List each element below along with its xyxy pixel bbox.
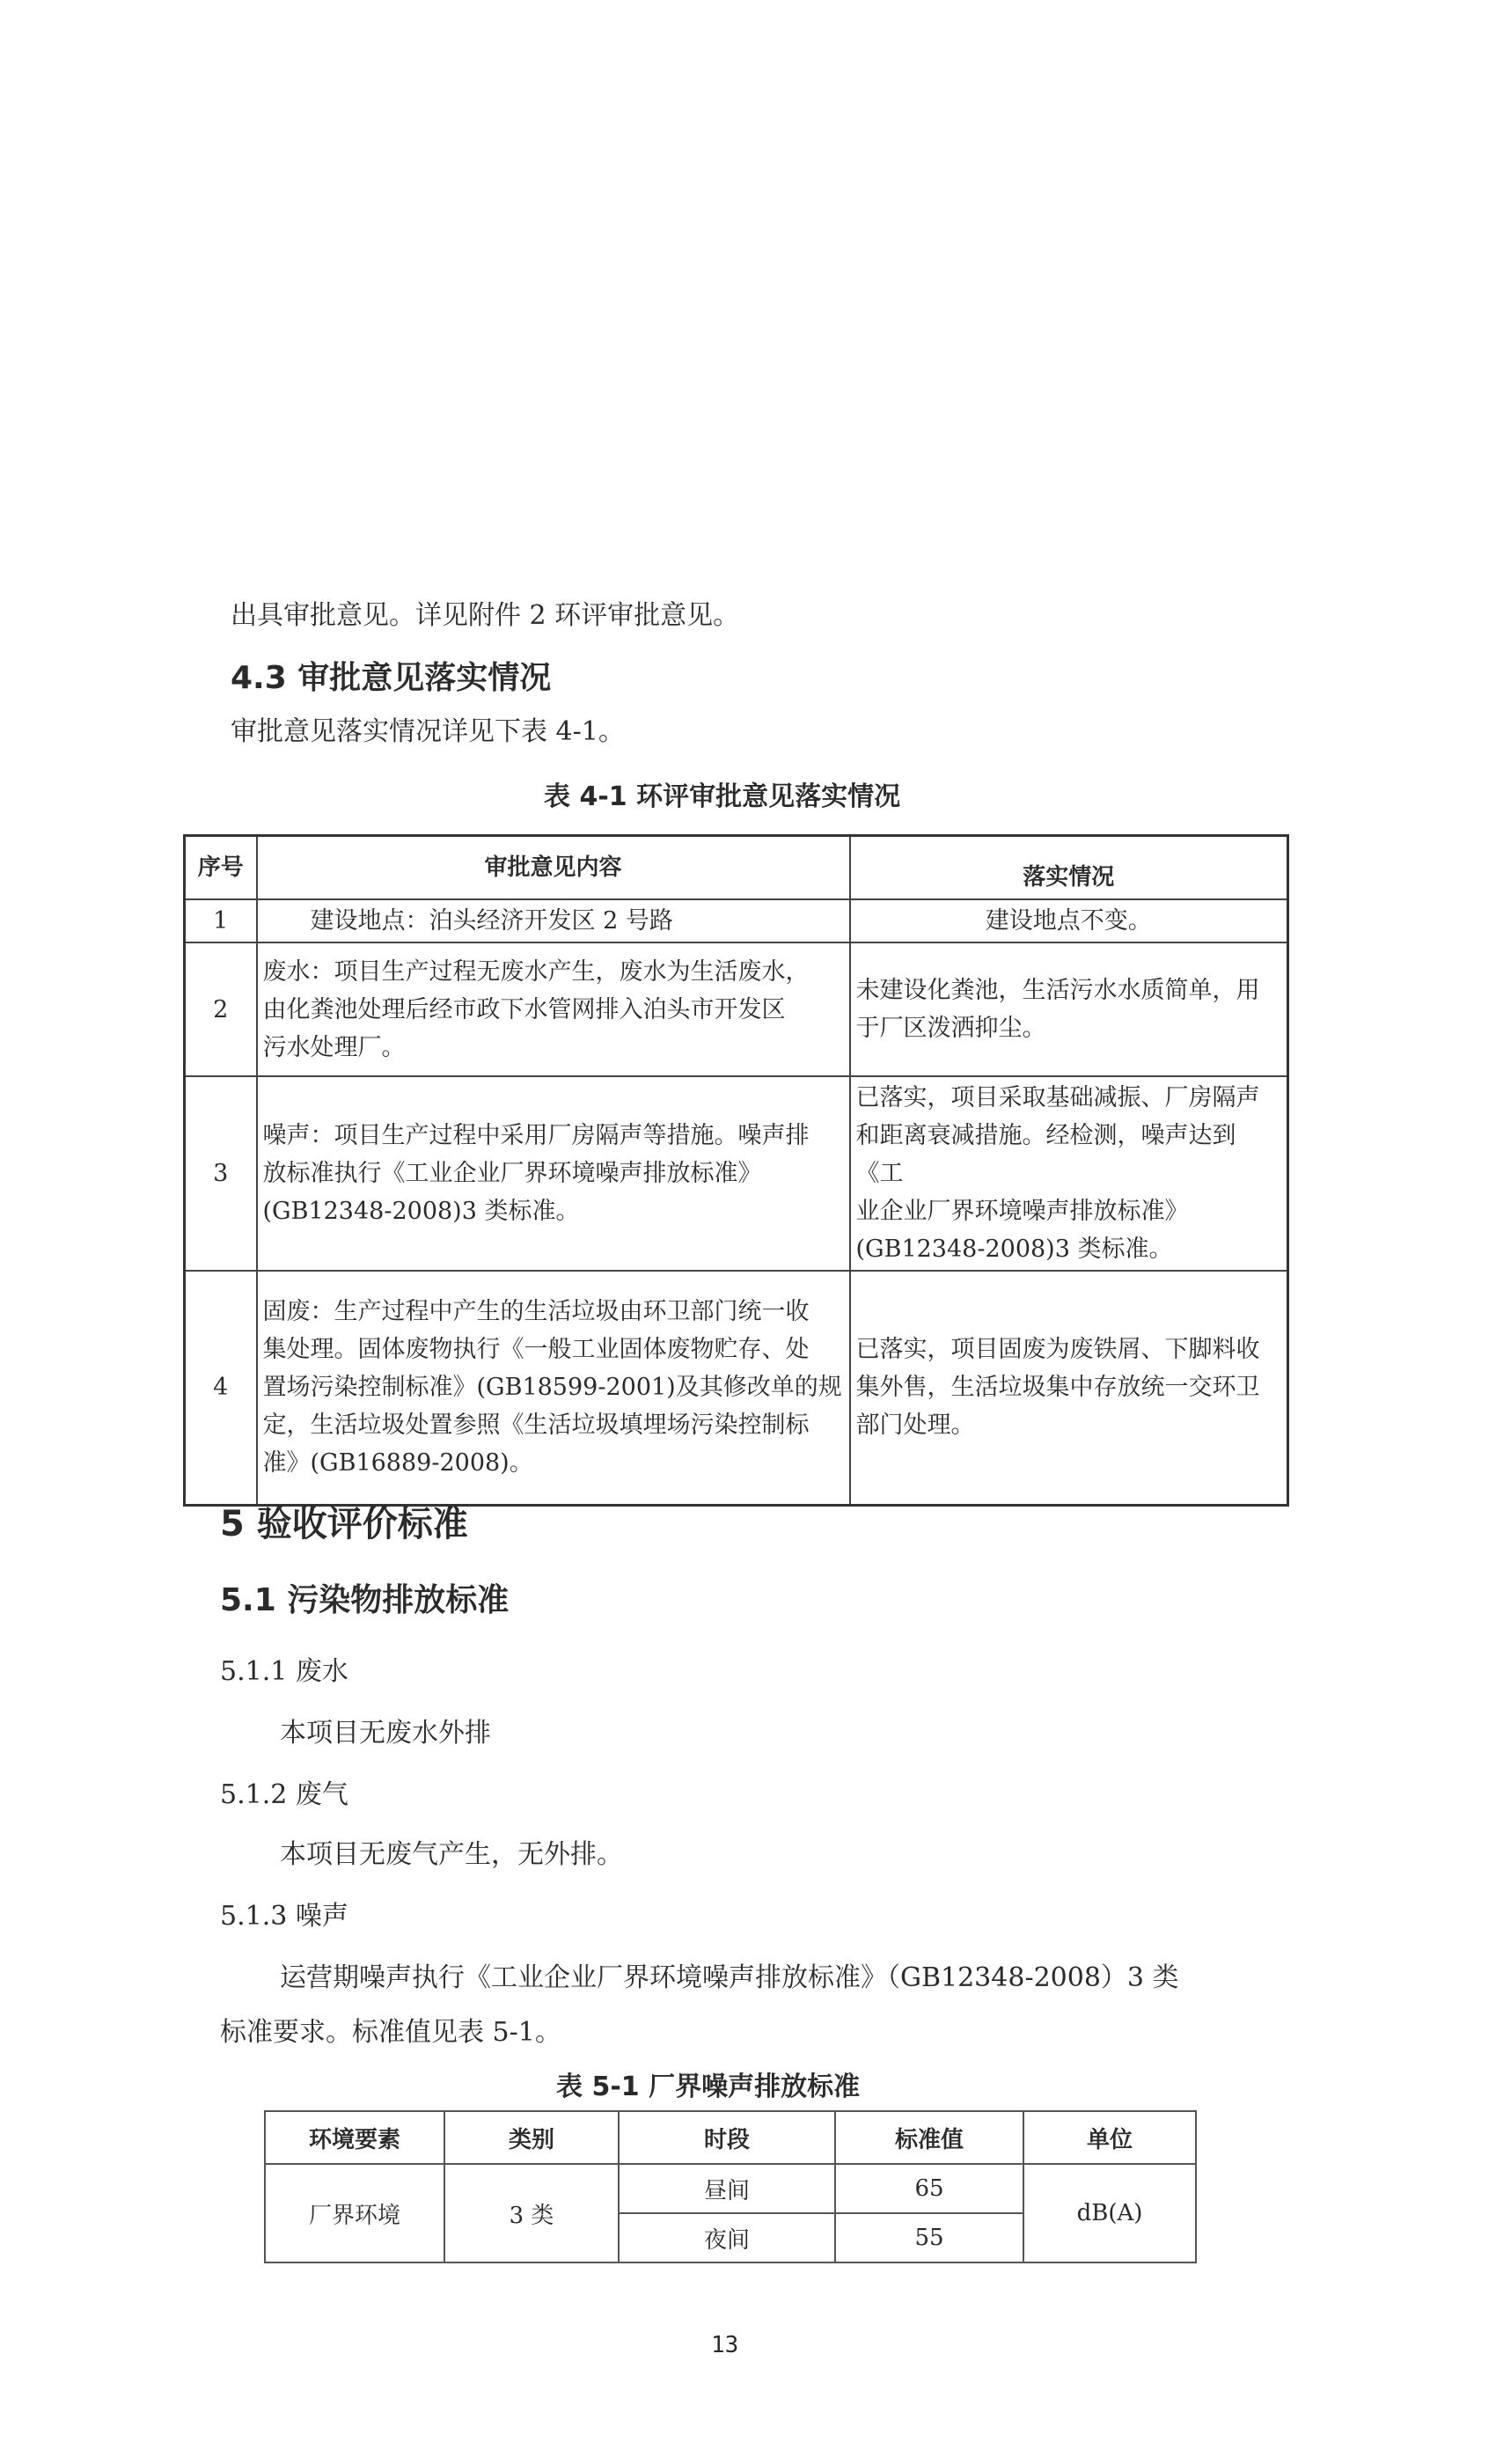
- opinion-cell: [257, 1076, 850, 1271]
- period-cell: 夜间: [619, 2213, 835, 2262]
- opinion-line: 固废：生产过程中产生的生活垃圾由环卫部门统一收: [262, 1298, 810, 1326]
- status-cell: [850, 942, 1288, 1076]
- noise-standard-table: [264, 2110, 1197, 2263]
- status-cell: [850, 899, 1288, 942]
- opinion-line: 集处理。固体废物执行《一般工业固体废物贮存、处: [262, 1336, 810, 1364]
- row-number: 4: [185, 1271, 257, 1505]
- section-5-1-2-body: 本项目无废气产生，无外排。: [280, 1839, 623, 1870]
- table-5-1-caption: 表 5-1 厂界噪声排放标准: [556, 2072, 861, 2102]
- category-cell: 3 类: [444, 2164, 619, 2262]
- status-line: 已落实，项目采取基础减振、厂房隔声: [855, 1084, 1260, 1111]
- opinion-line: 放标准执行《工业企业厂界环境噪声排放标准》: [262, 1160, 762, 1187]
- opinion-line: 置场污染控制标准》(GB18599-2001)及其修改单的规: [262, 1374, 842, 1402]
- table-row: [265, 2164, 1196, 2213]
- status-line: 建设地点不变。: [985, 907, 1152, 935]
- col-header-element: 环境要素: [265, 2111, 444, 2164]
- row-number: 2: [185, 942, 257, 1076]
- page-number: 13: [711, 2332, 739, 2358]
- status-line: 集外售，生活垃圾集中存放统一交环卫: [855, 1374, 1260, 1402]
- section-5-1-3-body-line2: 标准要求。标准值见表 5-1。: [220, 2017, 561, 2048]
- table-row: [185, 942, 1288, 1076]
- value-cell: 65: [835, 2164, 1023, 2213]
- section-5-heading: 5 验收评价标准: [220, 1504, 468, 1544]
- element-cell: 厂界环境: [265, 2164, 444, 2262]
- approval-implementation-table: [183, 834, 1289, 1507]
- status-line: 于厂区泼洒抑尘。: [855, 1015, 1046, 1042]
- opinion-line: 由化粪池处理后经市政下水管网排入泊头市开发区: [262, 995, 786, 1023]
- opinion-line: 定，生活垃圾处置参照《生活垃圾填埋场污染控制标: [262, 1412, 810, 1440]
- status-line: 未建设化粪池，生活污水水质简单，用: [855, 977, 1260, 1004]
- col-header-period: 时段: [619, 2111, 835, 2164]
- period-cell: 昼间: [619, 2164, 835, 2213]
- opinion-line: 废水：项目生产过程无废水产生，废水为生活废水，: [262, 957, 810, 986]
- section-4-3-heading: 4.3 审批意见落实情况: [231, 660, 552, 696]
- status-line: 已落实，项目固废为废铁屑、下脚料收: [855, 1336, 1260, 1364]
- opinion-line: 噪声：项目生产过程中采用厂房隔声等措施。噪声排: [262, 1122, 810, 1149]
- table-row: [185, 1076, 1288, 1271]
- opinion-line: 准》(GB16889-2008)。: [262, 1449, 533, 1478]
- col-header-opinion: 审批意见内容: [257, 836, 850, 900]
- opinion-cell: [257, 899, 850, 942]
- status-line: 和距离衰减措施。经检测，噪声达到《工: [855, 1122, 1236, 1187]
- status-line: 部门处理。: [855, 1412, 975, 1440]
- status-line: 业企业厂界环境噪声排放标准》: [855, 1198, 1189, 1225]
- opinion-cell: [257, 1271, 850, 1505]
- section-5-1-3-body-line1: 运营期噪声执行《工业企业厂界环境噪声排放标准》（GB12348-2008）3 类: [280, 1962, 1179, 1993]
- table-row: [185, 899, 1288, 942]
- col-header-status: 落实情况: [850, 836, 1288, 900]
- status-cell: [850, 1076, 1288, 1271]
- opinion-line: 建设地点：泊头经济开发区 2 号路: [310, 907, 673, 935]
- col-header-category: 类别: [444, 2111, 619, 2164]
- unit-cell: dB(A): [1023, 2164, 1196, 2262]
- row-number: 1: [185, 899, 257, 942]
- col-header-unit: 单位: [1023, 2111, 1196, 2164]
- section-5-1-heading: 5.1 污染物排放标准: [220, 1582, 510, 1618]
- intro-paragraph: 出具审批意见。详见附件 2 环评审批意见。: [231, 600, 740, 631]
- table-header-row: [185, 836, 1288, 900]
- section-5-1-3-heading: 5.1.3 噪声: [220, 1901, 348, 1932]
- opinion-line: (GB12348-2008)3 类标准。: [262, 1198, 580, 1225]
- table-4-1-caption: 表 4-1 环评审批意见落实情况: [544, 781, 901, 812]
- col-header-no: 序号: [185, 836, 257, 900]
- table-header-row: [265, 2111, 1196, 2164]
- row-number: 3: [185, 1076, 257, 1271]
- opinion-cell: [257, 942, 850, 1076]
- opinion-line: 污水处理厂。: [262, 1033, 406, 1061]
- section-5-1-1-body: 本项目无废水外排: [280, 1718, 491, 1749]
- section-5-1-1-heading: 5.1.1 废水: [220, 1656, 348, 1687]
- table-row: [185, 1271, 1288, 1505]
- status-cell: [850, 1271, 1288, 1505]
- section-4-3-body: 审批意见落实情况详见下表 4-1。: [231, 716, 625, 747]
- section-5-1-2-heading: 5.1.2 废气: [220, 1779, 348, 1810]
- status-line: (GB12348-2008)3 类标准。: [855, 1236, 1173, 1263]
- col-header-value: 标准值: [835, 2111, 1023, 2164]
- value-cell: 55: [835, 2213, 1023, 2262]
